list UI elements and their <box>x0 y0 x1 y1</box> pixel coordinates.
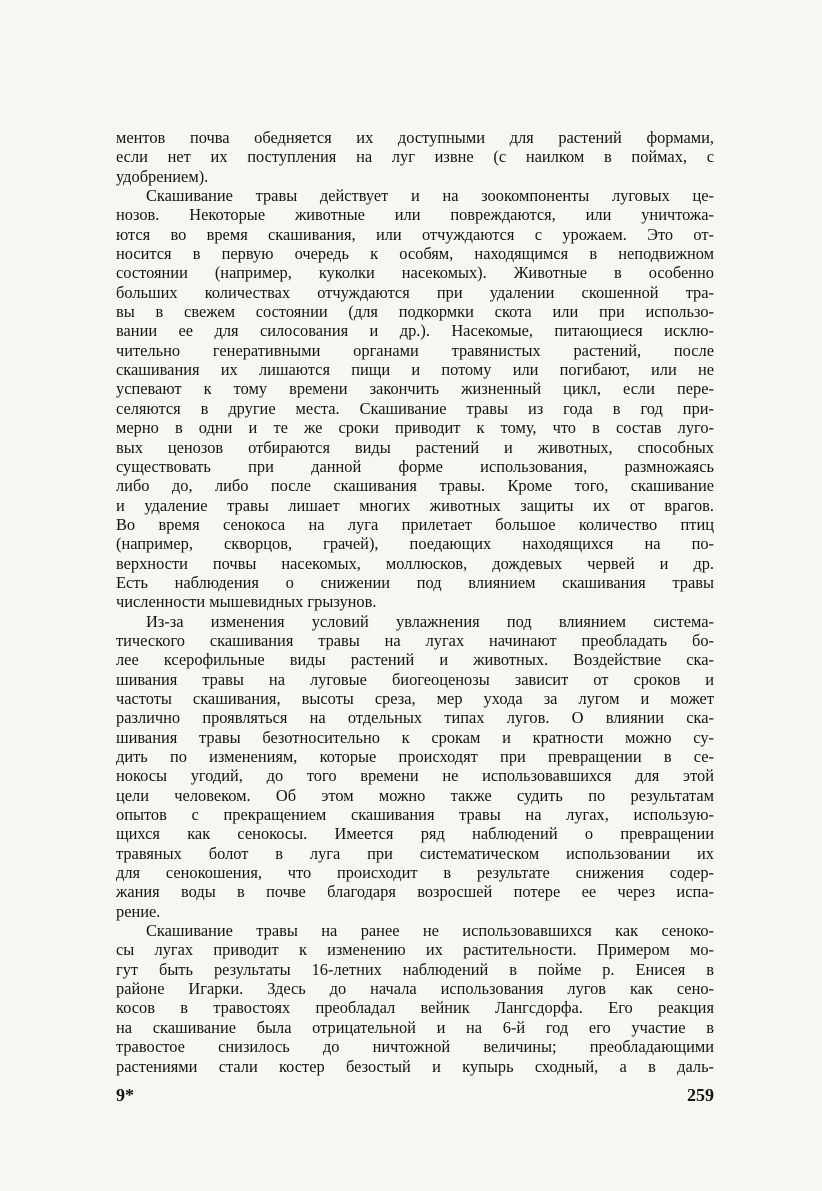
text-line: вы в свежем состоянии (для подкормки скота или при использо- <box>116 302 714 322</box>
text-line: если нет их поступления на луг извне (с наилком в поймах, с <box>116 147 714 167</box>
text-line: Есть наблюдения о снижении под влиянием скашивания травы <box>116 572 714 592</box>
text-line: травостое снизилось до ничтожной величины; преобладающими <box>116 1037 714 1057</box>
text-line: нокосы угодий, до того времени не использовавшихся для этой <box>116 766 714 786</box>
text-line: ются во время скашивания, или отчуждаются с урожаем. Это от- <box>116 224 714 244</box>
text-line: Скашивание травы действует и на зоокомпоненты луговых це- <box>146 186 714 206</box>
page-footer <box>116 1085 714 1109</box>
text-line: опытов с прекращением скашивания травы на лугах, использую- <box>116 805 714 825</box>
text-line: нозов. Некоторые животные или повреждаются, или уничтожа- <box>116 205 714 225</box>
text-line: численности мышевидных грызунов. <box>116 592 377 612</box>
text-line: шивания травы на луговые биогеоценозы зависит от сроков и <box>116 669 714 689</box>
text-line: гут быть результаты 16-летних наблюдений в пойме р. Енисея в <box>116 959 714 979</box>
body-text <box>116 128 714 1076</box>
text-line: растениями стали костер безостый и купырь сходный, а в даль- <box>116 1056 714 1076</box>
text-line: рение. <box>116 901 161 921</box>
text-line: жания воды в почве благодаря возросшей потере ее через испа- <box>116 882 714 902</box>
text-line: цели человеком. Об этом можно также судить по результатам <box>116 785 714 805</box>
paragraph-2 <box>116 186 714 612</box>
text-line: удобрением). <box>116 166 209 186</box>
text-line: и удаление травы лишает многих животных защиты их от врагов. <box>116 495 714 515</box>
text-line: дить по изменениям, которые происходят при превращении в се- <box>116 747 714 766</box>
signature-mark: 9* <box>116 1085 134 1105</box>
text-line: Скашивание травы на ранее не использовавшихся как сеноко- <box>146 921 714 941</box>
text-line: для сенокошения, что происходит в результате снижения содер- <box>116 863 714 883</box>
text-line: тического скашивания травы на лугах начинают преобладать бо- <box>116 630 714 650</box>
paragraph-4 <box>116 921 714 1076</box>
text-line: вых ценозов отбираются виды растений и животных, способных <box>116 437 714 457</box>
text-line: сы лугах приводит к изменению их растительности. Примером мо- <box>116 940 714 960</box>
text-line: ментов почва обедняется их доступными для растений формами, <box>116 128 714 147</box>
text-line: больших количествах отчуждаются при удалении скошенной тра- <box>116 282 714 302</box>
text-line: лее ксерофильные виды растений и животных. Воздействие ска- <box>116 650 714 670</box>
text-line: состоянии (например, куколки насекомых). Животные в особенно <box>116 263 714 283</box>
text-line: верхности почвы насекомых, моллюсков, дождевых червей и др. <box>116 553 714 573</box>
paragraph-3 <box>116 612 714 922</box>
text-line: различно проявляться на отдельных типах лугов. О влиянии ска- <box>116 708 714 728</box>
text-line: существовать при данной форме использования, размножаясь <box>116 456 714 476</box>
text-line: носится в первую очередь к особям, находящимся в неподвижном <box>116 244 714 264</box>
text-line: (например, скворцов, грачей), поедающих находящихся на по- <box>116 534 714 554</box>
text-line: районе Игарки. Здесь до начала использования лугов как сено- <box>116 979 714 999</box>
text-line: шивания травы безотносительно к срокам и кратности можно су- <box>116 727 714 747</box>
text-line: либо до, либо после скашивания травы. Кроме того, скашивание <box>116 476 714 496</box>
text-line: вании ее для силосования и др.). Насекомые, питающиеся исклю- <box>116 321 714 341</box>
text-line: успевают к тому времени закончить жизненный цикл, если пере- <box>116 379 714 399</box>
text-line: щихся как сенокосы. Имеется ряд наблюдений о превращении <box>116 824 714 844</box>
text-line: Из-за изменения условий увлажнения под влиянием система- <box>146 611 714 631</box>
text-line: косов в травостоях преобладал вейник Лангсдорфа. Его реакция <box>116 998 714 1018</box>
text-line: частоты скашивания, высоты среза, мер ухода за лугом и может <box>116 688 714 708</box>
text-line: скашивания их лишаются пищи и потому или погибают, или не <box>116 360 714 380</box>
text-line: мерно в одни и те же сроки приводит к тому, что в состав луго- <box>116 418 714 438</box>
text-line: на скашивание была отрицательной и на 6-й год его участие в <box>116 1017 714 1037</box>
paragraph-1 <box>116 128 714 186</box>
text-line: селяются в другие места. Скашивание травы из года в год при- <box>116 398 714 418</box>
page-number: 259 <box>687 1085 714 1105</box>
text-line: Во время сенокоса на луга прилетает большое количество птиц <box>116 514 714 534</box>
text-line: чительно генеративными органами травянистых растений, после <box>116 340 714 360</box>
text-line: травяных болот в луга при систематическом использовании их <box>116 843 714 863</box>
